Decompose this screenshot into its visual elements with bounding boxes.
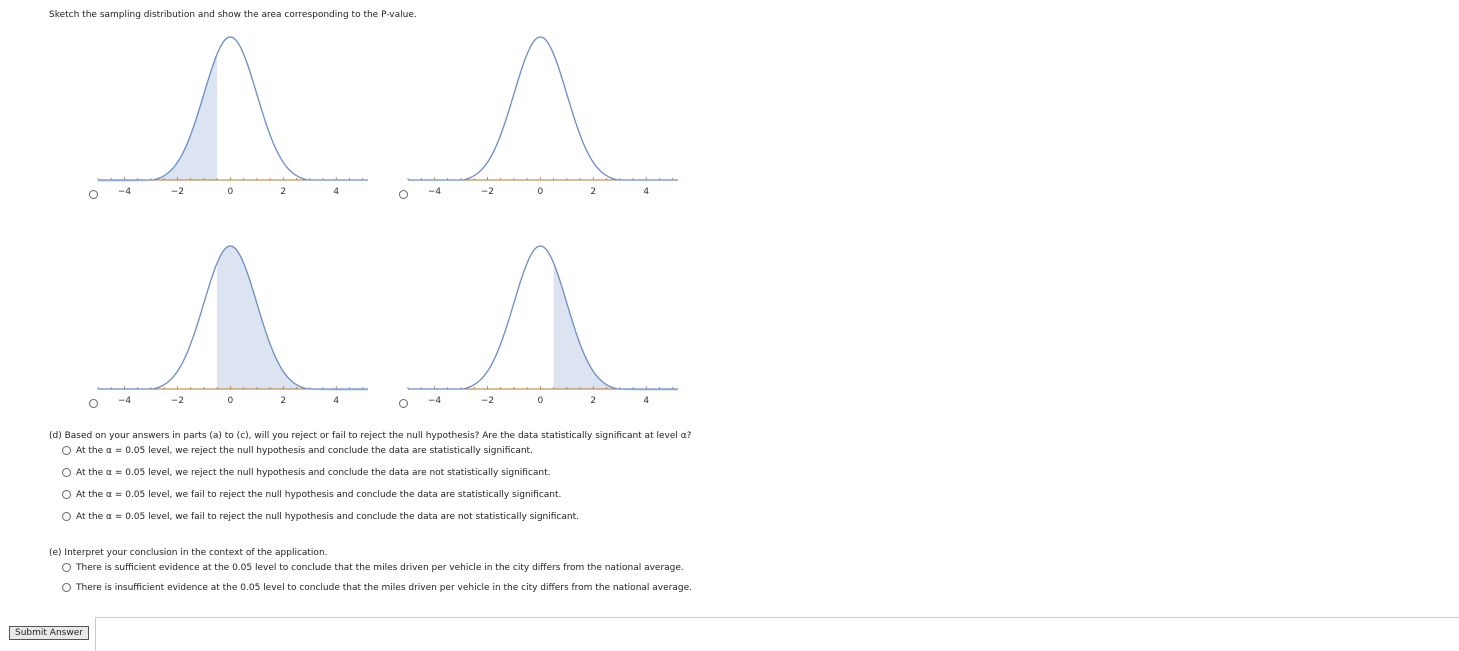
plot-option-1 (98, 30, 368, 200)
tick-label: −4 (117, 396, 132, 406)
part-d-option-4-radio[interactable] (62, 512, 71, 521)
tick-label: 0 (227, 396, 234, 406)
tick-label: −2 (480, 396, 495, 406)
footer-divider-vertical (95, 617, 96, 651)
tick-label: 0 (537, 187, 544, 197)
tick-label: −2 (170, 396, 185, 406)
normal-curve (408, 246, 678, 389)
part-e-option-2-radio[interactable] (62, 583, 71, 592)
tick-label: 0 (227, 187, 234, 197)
plot-option-1-radio[interactable] (89, 190, 98, 199)
tick-label: −4 (427, 396, 442, 406)
part-d-question: (d) Based on your answers in parts (a) to (c), will you reject or fail to reject the null hypothesis? Are the data statistically significant at level α? (49, 431, 692, 441)
plot-option-3 (98, 239, 368, 409)
part-d-option-2-radio[interactable] (62, 468, 71, 477)
tick-label: 2 (280, 396, 287, 406)
normal-curve (98, 37, 368, 180)
plot-option-2-chart (408, 30, 678, 200)
plot-option-1-chart (98, 30, 368, 200)
tick-label: −4 (117, 187, 132, 197)
submit-answer-button[interactable]: Submit Answer (9, 626, 89, 640)
tick-label: 4 (643, 396, 650, 406)
tick-label: −2 (170, 187, 185, 197)
part-d-option-1-radio[interactable] (62, 446, 71, 455)
part-d-option-4-label[interactable]: At the α = 0.05 level, we fail to reject the null hypothesis and conclude the data are not statistically significant. (76, 512, 579, 522)
sketch-prompt: Sketch the sampling distribution and show the area corresponding to the P-value. (49, 10, 417, 20)
part-e-option-1-label[interactable]: There is sufficient evidence at the 0.05 level to conclude that the miles driven per vehicle in the city differs from the national average. (76, 563, 684, 573)
p-value-area (217, 246, 368, 391)
part-d-option-3-radio[interactable] (62, 490, 71, 499)
tick-label: 2 (280, 187, 287, 197)
part-e-question: (e) Interpret your conclusion in the context of the application. (49, 548, 328, 558)
plot-option-2 (408, 30, 678, 200)
plot-option-3-radio[interactable] (89, 399, 98, 408)
plot-option-3-chart (98, 239, 368, 409)
tick-label: 2 (590, 396, 597, 406)
part-d-option-2-label[interactable]: At the α = 0.05 level, we reject the null hypothesis and conclude the data are not statistically significant. (76, 468, 551, 478)
footer-divider (95, 617, 1459, 618)
part-e-option-2-label[interactable]: There is insufficient evidence at the 0.05 level to conclude that the miles driven per vehicle in the city differs from the national average. (76, 583, 692, 593)
part-d-option-3-label[interactable]: At the α = 0.05 level, we fail to reject the null hypothesis and conclude the data are statistically significant. (76, 490, 562, 500)
tick-label: 4 (333, 187, 340, 197)
tick-label: 4 (643, 187, 650, 197)
p-value-area (554, 263, 678, 391)
part-d-option-1-label[interactable]: At the α = 0.05 level, we reject the null hypothesis and conclude the data are statistically significant. (76, 446, 533, 456)
plot-option-4 (408, 239, 678, 409)
tick-label: 2 (590, 187, 597, 197)
tick-label: −2 (480, 187, 495, 197)
tick-label: 4 (333, 396, 340, 406)
normal-curve (408, 37, 678, 180)
plot-option-4-chart (408, 239, 678, 409)
p-value-area (98, 54, 217, 182)
plot-option-2-radio[interactable] (399, 190, 408, 199)
plot-option-4-radio[interactable] (399, 399, 408, 408)
tick-label: 0 (537, 396, 544, 406)
tick-label: −4 (427, 187, 442, 197)
part-e-option-1-radio[interactable] (62, 563, 71, 572)
